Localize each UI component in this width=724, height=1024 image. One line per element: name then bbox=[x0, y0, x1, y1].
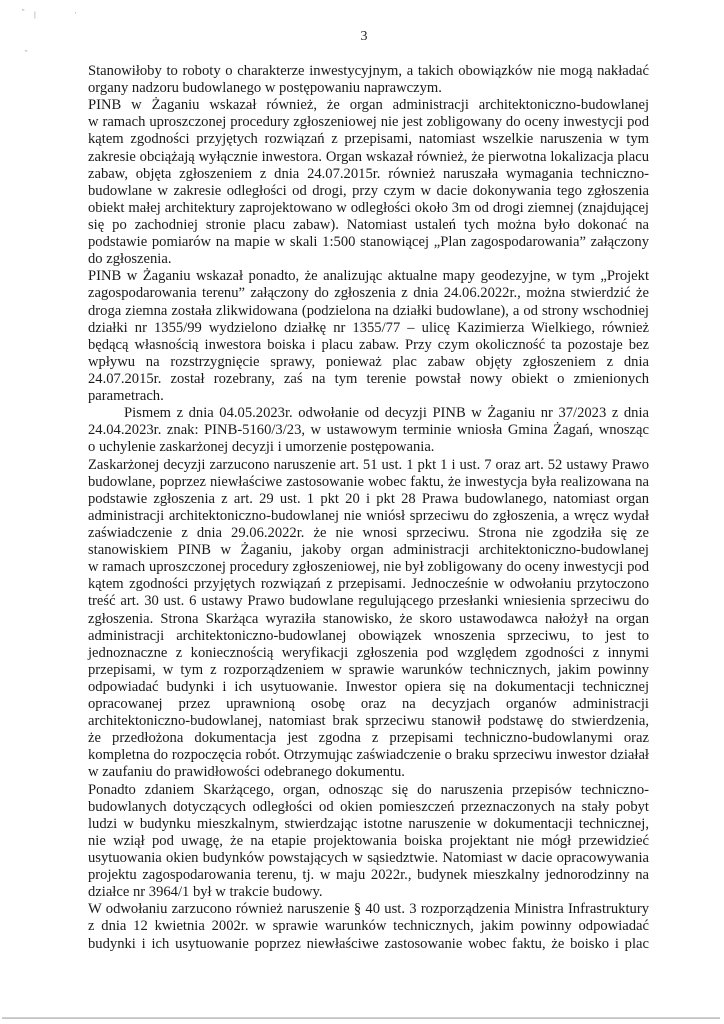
text-line: Pismem z dnia 04.05.2023r. odwołanie od decyzji PINB w Żaganiu nr 37/2023 z dnia bbox=[124, 405, 649, 422]
text-line: administracji architektoniczno-budowlanej nie wniósł sprzeciwu do zgłoszenia, a wręcz wydał bbox=[88, 507, 649, 524]
document-body bbox=[88, 63, 649, 953]
text-line: organy nadzoru budowlanego w postępowaniu naprawczym. bbox=[88, 80, 442, 97]
scan-mark: " bbox=[25, 50, 28, 57]
text-line: nie wziął pod uwagę, że na etapie projektowania boiska projektant nie mógł przewidzieć bbox=[88, 832, 649, 849]
text-line: podstawie pomiarów na mapie w skali 1:500 stanowiącej „Plan zagospodarowania” załączony bbox=[88, 234, 649, 251]
text-line: kompletna do rozpoczęcia robót. Otrzymując zaświadczenie o braku sprzeciwu inwestor działał bbox=[88, 747, 649, 764]
text-line: kątem zgodności przyjętych rozwiązań z przepisami. Jednocześnie w odwołaniu przytoczono bbox=[88, 576, 649, 593]
text-line: 24.04.2023r. znak: PINB-5160/3/23, w ustawowym terminie wniosła Gmina Żagań, wnosząc bbox=[88, 422, 649, 439]
paragraph-p2 bbox=[88, 97, 649, 268]
text-line: 24.07.2015r. został rozebrany, zaś na tym terenie powstał nowy obiekt o zmienionych bbox=[88, 370, 649, 387]
text-line: Ponadto zdaniem Skarżącego, organ, odnosząc się do naruszenia przepisów techniczno- bbox=[88, 781, 649, 798]
text-line: ludzi w budynku mieszkalnym, stwierdzając istotne naruszenie w dokumentacji technicznej, bbox=[88, 815, 649, 832]
text-line: z dnia 12 kwietnia 2002r. w sprawie warunków technicznych, jakim powinny odpowiadać bbox=[88, 918, 649, 935]
text-line: jednoznaczne z koniecznością weryfikacji zgłoszenia pod względem zgodności z innymi bbox=[88, 644, 649, 661]
text-line: projektu zagospodarowania terenu, tj. w maju 2022r., budynek mieszkalny jednorodzinny na bbox=[88, 867, 649, 884]
text-line: o uchylenie zaskarżonej decyzji i umorzenie postępowania. bbox=[88, 439, 435, 456]
text-line: budowlane w zakresie odległości od drogi, przy czym w dacie dokonywania tego zgłoszenia bbox=[88, 182, 649, 199]
text-line: obiekt małej architektury zaprojektowano w odległości około 3m od drogi ziemnej (znajdującej bbox=[88, 199, 649, 216]
scan-mark: " bbox=[22, 9, 25, 16]
paragraph-p5 bbox=[88, 457, 649, 782]
text-line: budowlane, poprzez niewłaściwe zastosowanie wobec faktu, że inwestycja była realizowana na bbox=[88, 473, 649, 490]
text-line: zaświadczenie z dnia 29.06.2022r. że nie wnosi sprzeciwu. Strona nie zgodziła się ze bbox=[88, 524, 649, 541]
text-line: wpływu na rozstrzygnięcie sprawy, ponieważ plac zabaw objęty zgłoszeniem z dnia bbox=[88, 353, 649, 370]
paragraph-p7 bbox=[88, 901, 649, 952]
paragraph-p6 bbox=[88, 782, 649, 902]
text-line: administracji architektoniczno-budowlanej obowiązek wnoszenia sprzeciwu, to jest to bbox=[88, 627, 649, 644]
paragraph-p3 bbox=[88, 268, 649, 405]
text-line: w zaufaniu do prawidłowości odebranego dokumentu. bbox=[88, 764, 405, 781]
text-line: odpowiadać budynki i ich usytuowanie. Inwestor opiera się na dokumentacji technicznej bbox=[88, 678, 649, 695]
paragraph-p4 bbox=[88, 405, 649, 456]
page-bottom-edge bbox=[2, 1017, 720, 1019]
text-line: usytuowania okien budynków powstających w sąsiedztwie. Natomiast w dacie opracowywania bbox=[88, 850, 649, 867]
text-line: budowlanych dotyczących odległości od okien pomieszczeń przeznaczonych na stały pobyt bbox=[88, 798, 649, 815]
text-line: PINB w Żaganiu wskazał ponadto, że analizując aktualne mapy geodezyjne, w tym „Projekt bbox=[88, 268, 649, 285]
text-line: droga ziemna została zlikwidowana (podzielona na działki budowlane), a od strony wschodniej bbox=[88, 302, 649, 319]
text-line: się po zachodniej stronie placu zabaw). Natomiast ustaleń tych można było dokonać na bbox=[88, 216, 649, 233]
text-line: architektoniczno-budowlanej, natomiast brak sprzeciwu stanowił podstawę do stwierdzenia, bbox=[88, 713, 649, 730]
text-line: parametrach. bbox=[88, 388, 164, 405]
text-line: do zgłoszenia. bbox=[88, 251, 172, 268]
text-line: w ramach uproszczonej procedury zgłoszeniowej nie jest zobligowany do oceny inwestycji pod bbox=[88, 114, 649, 131]
scan-mark: ' bbox=[75, 12, 77, 19]
text-line: opracowanej przez uprawnioną osobę oraz na decyzjach organów administracji bbox=[88, 696, 649, 713]
text-line: kątem zgodności przyjętych rozwiązań z przepisami, natomiast wszelkie naruszenia w tym bbox=[88, 131, 649, 148]
text-line: działce nr 3964/1 był w trakcie budowy. bbox=[88, 884, 323, 901]
text-line: przepisami, w tym z rozporządzeniem w sprawie warunków technicznych, jakim powinny bbox=[88, 661, 649, 678]
text-line: zagospodarowania terenu” załączony do zgłoszenia z dnia 24.06.2022r., można stwierdzić że bbox=[88, 285, 649, 302]
text-line: stanowiskiem PINB w Żaganiu, jakoby organ administracji architektoniczno-budowlanej bbox=[88, 542, 649, 559]
text-line: W odwołaniu zarzucono również naruszenie § 40 ust. 3 rozporządzenia Ministra Infrastruktury bbox=[88, 901, 649, 918]
text-line: budynki i ich usytuowanie poprzez niewłaściwe zastosowanie wobec faktu, że boisko i plac bbox=[88, 935, 649, 952]
text-line: że przedłożona dokumentacja jest zgodna z przepisami techniczno-budowlanymi oraz bbox=[88, 730, 649, 747]
text-line: zakresie obciążają wyłącznie inwestora. Organ wskazał również, że pierwotna lokalizacja placu bbox=[88, 148, 649, 165]
paragraph-p1 bbox=[88, 63, 649, 97]
text-line: podstawie zgłoszenia z art. 29 ust. 1 pkt 20 i pkt 28 Prawa budowlanego, natomiast organ bbox=[88, 490, 649, 507]
text-line: w ramach uproszczonej procedury zgłoszeniowej, nie był zobligowany do oceny inwestycji pod bbox=[88, 559, 649, 576]
page-number: 3 bbox=[360, 29, 368, 44]
text-line: PINB w Żaganiu wskazał również, że organ administracji architektoniczno-budowlanej bbox=[88, 97, 649, 114]
text-line: zabaw, objęta zgłoszeniem z dnia 24.07.2015r. również naruszała wymagania techniczno- bbox=[88, 165, 649, 182]
text-line: Zaskarżonej decyzji zarzucono naruszenie art. 51 ust. 1 pkt 1 i ust. 7 oraz art. 52 ustawy Prawo bbox=[88, 456, 649, 473]
text-line: będącą własnością inwestora boiska i placu zabaw. Przy czym okoliczność ta pozostaje bez bbox=[88, 336, 649, 353]
text-line: działki nr 1355/99 wydzielono działkę nr 1355/77 – ulicę Kazimierza Wielkiego, również bbox=[88, 319, 649, 336]
text-line: Stanowiłoby to roboty o charakterze inwestycyjnym, a takich obowiązków nie mogą nakładać bbox=[88, 63, 649, 79]
text-line: zgłoszenia. Strona Skarżąca wyraziła stanowisko, że skoro ustawodawca nałożył na organ bbox=[88, 610, 649, 627]
scan-mark: | bbox=[34, 12, 36, 19]
text-line: treść art. 30 ust. 6 ustawy Prawo budowlane regulującego przesłanki wniesienia sprzeciwu do bbox=[88, 593, 649, 610]
